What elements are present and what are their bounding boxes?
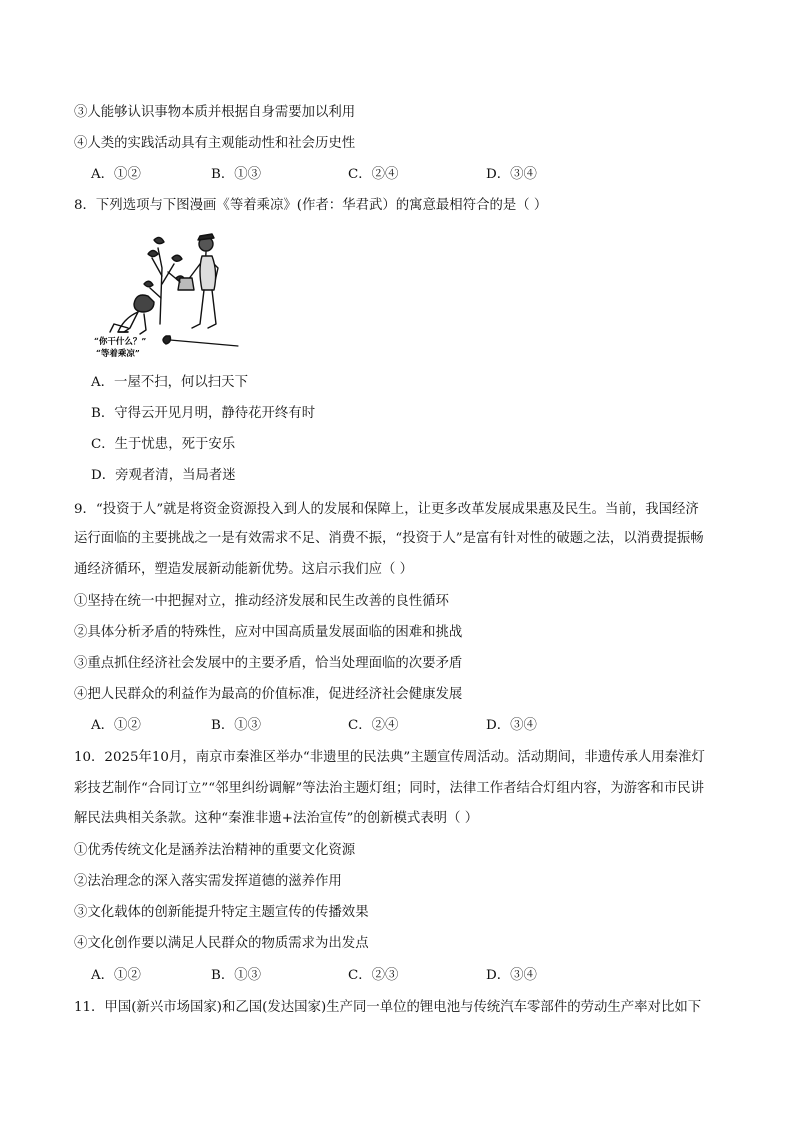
q8-stem: 8．下列选项与下图漫画《等着乘凉》(作者：华君武）的寓意最相符合的是（ ） <box>74 198 548 213</box>
q9-statement-1: ①坚持在统一中把握对立，推动经济发展和民生改善的良性循环 <box>74 594 449 609</box>
q9-stem-line-2: 运行面临的主要挑战之一是有效需求不足、消费不振，“投资于人”是富有针对性的破题之法，以消费提振畅 <box>74 531 704 546</box>
q7-option-d: D．③④ <box>486 167 537 182</box>
q10-statement-3: ③文化载体的创新能提升特定主题宣传的传播效果 <box>74 905 369 920</box>
q7-statement-4: ④人类的实践活动具有主观能动性和社会历史性 <box>74 136 356 151</box>
q9-option-d: D．③④ <box>486 718 537 733</box>
cartoon-caption-2: “等着乘凉” <box>96 349 140 359</box>
q9-statement-3: ③重点抓住经济社会发展中的主要矛盾，恰当处理面临的次要矛盾 <box>74 656 463 671</box>
cartoon-waiting-for-shade <box>88 228 248 360</box>
q9-statement-4: ④把人民群众的利益作为最高的价值标准，促进经济社会健康发展 <box>74 687 463 702</box>
q9-stem-line-3: 通经济循环，塑造发展新动能新优势。这启示我们应（ ） <box>74 562 414 577</box>
q8-option-d: D．旁观者清，当局者迷 <box>91 468 236 483</box>
q10-statement-4: ④文化创作要以满足人民群众的物质需求为出发点 <box>74 936 369 951</box>
q10-option-a: A．①② <box>91 968 141 983</box>
q8-option-a: A．一屋不扫，何以扫天下 <box>91 375 248 390</box>
q8-option-b: B．守得云开见月明，静待花开终有时 <box>91 406 316 421</box>
q10-stem-line-3: 解民法典相关条款。这种“秦淮非遗+法治宣传”的创新模式表明（ ） <box>74 811 479 826</box>
q9-option-b: B．①③ <box>211 718 262 733</box>
q10-statement-1: ①优秀传统文化是涵养法治精神的重要文化资源 <box>74 843 356 858</box>
q7-statement-3: ③人能够认识事物本质并根据自身需要加以利用 <box>74 105 356 120</box>
q7-option-a: A．①② <box>91 167 141 182</box>
q8-option-c: C．生于忧患，死于安乐 <box>91 437 236 452</box>
q9-stem-line-1: 9．“投资于人”就是将资金资源投入到人的发展和保障上，让更多改革发展成果惠及民生。当前，我国经济 <box>74 502 699 517</box>
q10-option-c: C．②③ <box>348 968 399 983</box>
q10-statement-2: ②法治理念的深入落实需发挥道德的滋养作用 <box>74 874 342 889</box>
q10-stem-line-2: 彩技艺制作“合同订立”“邻里纠纷调解”等法治主题灯组；同时，法律工作者结合灯组内容，为游客和市民讲 <box>74 781 704 796</box>
q7-option-b: B．①③ <box>211 167 262 182</box>
cartoon-caption-1: “你干什么？” <box>94 337 147 347</box>
q10-option-d: D．③④ <box>486 968 537 983</box>
q10-stem-line-1: 10．2025年10月，南京市秦淮区举办“非遗里的民法典”主题宣传周活动。活动期间，非遗传承人用秦淮灯 <box>74 750 705 765</box>
q10-option-b: B．①③ <box>211 968 262 983</box>
q9-statement-2: ②具体分析矛盾的特殊性，应对中国高质量发展面临的困难和挑战 <box>74 625 463 640</box>
q9-option-a: A．①② <box>91 718 141 733</box>
q7-option-c: C．②④ <box>348 167 399 182</box>
q9-option-c: C．②④ <box>348 718 399 733</box>
q11-stem-line-1: 11．甲国(新兴市场国家)和乙国(发达国家)生产同一单位的锂电池与传统汽车零部件的劳动生产率对比如下 <box>74 1000 702 1015</box>
